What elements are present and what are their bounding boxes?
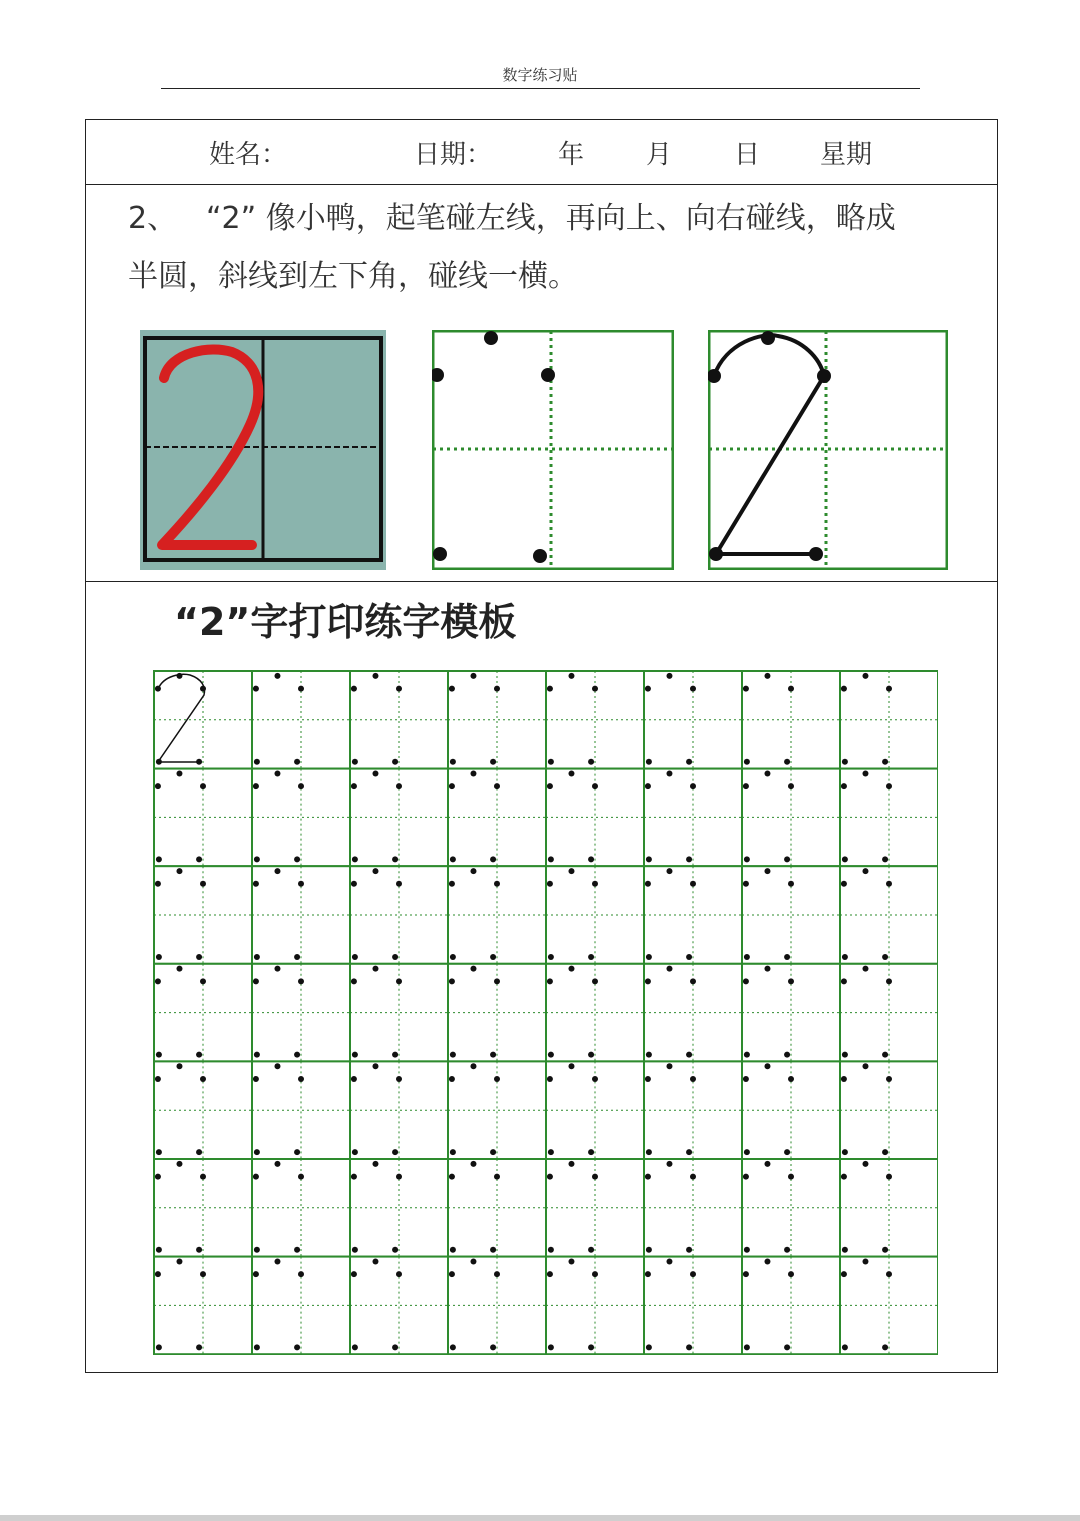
guide-dot [449,1076,455,1082]
guide-dot [298,783,304,789]
guide-dot [764,868,770,874]
day-label: 日 [734,140,761,170]
page-footer-bar [0,1515,1080,1521]
guide-dot [588,856,594,862]
guide-dot [392,759,398,765]
guide-dot [176,1063,182,1069]
guide-dot [842,1052,848,1058]
guide-dot [743,881,749,887]
guide-dot [396,1174,402,1180]
guide-dot [494,1174,500,1180]
guide-dot [842,954,848,960]
guide-dot [645,1174,651,1180]
guide-dot [886,1076,892,1082]
guide-dot [547,978,553,984]
page-header-title: 数字练习贴 [502,66,578,84]
guide-dot [449,783,455,789]
guide-dot [862,1161,868,1167]
guide-dot [294,1344,300,1350]
guide-dot [686,1149,692,1155]
guide-dot [392,856,398,862]
guide-dot [254,1149,260,1155]
guide-dot [156,1344,162,1350]
guide-dot [764,1063,770,1069]
guide-dot [548,856,554,862]
guide-dot [298,1271,304,1277]
guide-dot [862,770,868,776]
guide-dot [744,856,750,862]
practice-grid [152,669,938,1355]
guide-dot [690,978,696,984]
guide-dot [372,1161,378,1167]
guide-dot [470,1161,476,1167]
guide-dot [547,783,553,789]
guide-dot [744,1247,750,1253]
guide-dot [396,1076,402,1082]
guide-dot [490,1052,496,1058]
guide-dot [588,1247,594,1253]
guide-dot [842,759,848,765]
guide-dot [352,954,358,960]
guide-dot [352,856,358,862]
guide-dot [862,966,868,972]
guide-dot [396,783,402,789]
guide-dot [764,770,770,776]
guide-dot [645,1076,651,1082]
guide-dot [294,759,300,765]
guide-dot [351,783,357,789]
guide-dot [686,759,692,765]
guide-dot [666,1063,672,1069]
guide-dot [744,1149,750,1155]
guide-dot [686,954,692,960]
guide-dot [882,1344,888,1350]
guide-dot [592,978,598,984]
guide-dot [744,759,750,765]
guide-dot [156,1149,162,1155]
guide-dot [882,954,888,960]
guide-dot [396,1271,402,1277]
guide-dot [274,1063,280,1069]
guide-dot [646,1052,652,1058]
guide-dot [842,1344,848,1350]
guide-dot [274,770,280,776]
guide-dot [470,1258,476,1264]
guide-dot [298,978,304,984]
guide-dot [548,954,554,960]
guide-dot [690,881,696,887]
guide-dot [744,954,750,960]
guide-dot [882,759,888,765]
guide-dot [351,1076,357,1082]
guide-dot [592,1076,598,1082]
guide-dot [200,978,206,984]
guide-dot [392,1149,398,1155]
guide-dot [253,1076,259,1082]
guide-dot [882,1052,888,1058]
guide-dot [686,1344,692,1350]
guide-dot [200,783,206,789]
guide-dot [686,1052,692,1058]
guide-dot [588,1052,594,1058]
guide-dot [196,1052,202,1058]
guide-dot [788,686,794,692]
guide-dot [686,1247,692,1253]
guide-dot [743,783,749,789]
guide-dot [396,978,402,984]
guide-dot [490,759,496,765]
guide-dot [490,1247,496,1253]
guide-dot [744,1344,750,1350]
guide-dot [882,856,888,862]
guide-dot [298,686,304,692]
guide-dot [372,966,378,972]
guide-dot [645,686,651,692]
guide-dot [645,978,651,984]
guide-dot [666,966,672,972]
guide-dot [298,1174,304,1180]
guide-dot [156,954,162,960]
guide-dot [449,1271,455,1277]
guide-dot [396,881,402,887]
guide-dot [450,1149,456,1155]
guide-dot [886,881,892,887]
guide-dot [274,966,280,972]
guide-dot [294,954,300,960]
guide-dot [548,1247,554,1253]
guide-dot [588,1149,594,1155]
guide-dot [764,966,770,972]
guide-dot [470,770,476,776]
guide-dot [646,1149,652,1155]
worksheet [85,119,998,1373]
guide-dot [690,1271,696,1277]
guide-dot [841,783,847,789]
guide-dot [592,686,598,692]
guide-dot [568,1063,574,1069]
guide-dot [253,783,259,789]
guide-dot [450,1052,456,1058]
guide-dot [200,1174,206,1180]
guide-dot [200,881,206,887]
guide-dot [450,1247,456,1253]
guide-dot [372,868,378,874]
guide-dot [842,856,848,862]
guide-dot [254,1247,260,1253]
guide-dot [886,1271,892,1277]
guide-dot [784,1344,790,1350]
guide-dot [155,881,161,887]
guide-dot [294,1052,300,1058]
guide-dot [494,1076,500,1082]
guide-dot [862,1258,868,1264]
guide-dot [841,1271,847,1277]
guide-dot [788,783,794,789]
guide-dot [743,1174,749,1180]
guide-dot [450,1344,456,1350]
guide-dot [547,1271,553,1277]
guide-dot [784,954,790,960]
guide-dot [490,856,496,862]
guide-dot [788,1271,794,1277]
guide-dot [253,978,259,984]
guide-dot [744,1052,750,1058]
demo-red-digit-box [140,330,386,570]
guide-dot [450,856,456,862]
guide-dot [645,1271,651,1277]
guide-dot [886,686,892,692]
guide-dot [253,881,259,887]
guide-dot [666,868,672,874]
weekday-label: 星期 [820,140,873,170]
guide-dot [646,1344,652,1350]
guide-dot [690,1174,696,1180]
guide-dot [176,966,182,972]
guide-dot [298,1076,304,1082]
lesson-instruction [128,190,968,306]
guide-dot [548,1149,554,1155]
guide-dot [841,978,847,984]
guide-dot [743,1271,749,1277]
guide-dot [645,881,651,887]
guide-dot [588,1344,594,1350]
guide-dot [155,978,161,984]
guide-dot [254,856,260,862]
guide-dot [788,1174,794,1180]
guide-dot [788,978,794,984]
guide-dot [646,856,652,862]
guide-dot [449,978,455,984]
guide-dot [764,673,770,679]
guide-dot [784,1149,790,1155]
guide-dot [490,1149,496,1155]
guide-dot [548,1052,554,1058]
guide-dot [686,856,692,862]
guide-dot [547,881,553,887]
guide-dot [494,686,500,692]
guide-dot [646,759,652,765]
guide-dot [743,978,749,984]
guide-dot [254,954,260,960]
guide-dot [176,1161,182,1167]
guide-dot [470,966,476,972]
guide-dot [450,954,456,960]
guide-dot [666,1258,672,1264]
guide-dot [841,1174,847,1180]
guide-dot [392,954,398,960]
guide-dot [396,686,402,692]
guide-dot [176,770,182,776]
guide-dot [886,1174,892,1180]
guide-dot [645,783,651,789]
lesson-line-2: 半圆，斜线到左下角，碰线一横。 [128,259,578,294]
guide-dot [392,1344,398,1350]
guide-dot [156,1247,162,1253]
guide-dot [372,1258,378,1264]
guide-dot [592,881,598,887]
guide-dot [196,856,202,862]
guide-dot [547,686,553,692]
name-label: 姓名： [209,140,288,170]
guide-dot [196,1149,202,1155]
guide-dot [862,1063,868,1069]
guide-dot [156,856,162,862]
guide-dot [253,686,259,692]
guide-dot [646,954,652,960]
template-title: “2”字打印练字模板 [174,600,517,644]
info-row [86,120,997,185]
guide-dot [690,1076,696,1082]
guide-dot [196,1247,202,1253]
guide-dot [568,966,574,972]
demo-dot-guide-box [432,330,674,570]
guide-dot [253,1271,259,1277]
guide-dot [155,1174,161,1180]
lesson-number: 2、 [128,201,178,236]
guide-dot [253,1174,259,1180]
guide-dot [592,783,598,789]
guide-dot [666,673,672,679]
guide-dot [200,1076,206,1082]
guide-dot [862,868,868,874]
guide-dot [155,1076,161,1082]
guide-dot [494,1271,500,1277]
guide-dot [743,686,749,692]
guide-dot [592,1271,598,1277]
guide-dot [592,1174,598,1180]
guide-dot [156,1052,162,1058]
guide-dot [666,770,672,776]
guide-dot [568,1258,574,1264]
guide-dot [841,686,847,692]
guide-dot [886,978,892,984]
guide-dot [882,1149,888,1155]
guide-dot [352,1052,358,1058]
guide-dot [788,1076,794,1082]
guide-dot [351,978,357,984]
guide-dot [470,673,476,679]
guide-dot [351,686,357,692]
lesson-section [86,184,997,582]
guide-dot [690,686,696,692]
guide-dot [450,759,456,765]
year-label: 年 [558,140,585,170]
guide-dot [352,1247,358,1253]
guide-dot [841,1076,847,1082]
guide-dot [842,1149,848,1155]
guide-dot [352,759,358,765]
guide-dot [351,1271,357,1277]
guide-dot [490,954,496,960]
month-label: 月 [646,140,673,170]
guide-dot [155,1271,161,1277]
guide-dot [588,759,594,765]
guide-dot [449,881,455,887]
guide-dot [372,673,378,679]
guide-dot [372,1063,378,1069]
guide-dot [784,856,790,862]
guide-dot [352,1149,358,1155]
guide-dot [547,1174,553,1180]
guide-dot [294,856,300,862]
guide-dot [862,673,868,679]
guide-dot [886,783,892,789]
guide-dot [274,1161,280,1167]
guide-dot [568,868,574,874]
guide-dot [784,1052,790,1058]
guide-dot [841,881,847,887]
date-label: 日期： [414,140,493,170]
guide-dot [155,783,161,789]
guide-dot [784,759,790,765]
guide-dot [568,673,574,679]
guide-dot [392,1247,398,1253]
guide-dot [274,868,280,874]
guide-dot [298,881,304,887]
template-section [86,581,997,1371]
guide-dot [176,1258,182,1264]
header-rule [161,88,920,89]
guide-dot [548,1344,554,1350]
guide-dot [588,954,594,960]
guide-dot [200,1271,206,1277]
guide-dot [568,770,574,776]
guide-dot [254,1052,260,1058]
guide-dot [494,881,500,887]
guide-dot [254,1344,260,1350]
guide-dot [842,1247,848,1253]
guide-dot [646,1247,652,1253]
guide-dot [449,686,455,692]
guide-dot [176,868,182,874]
guide-dot [294,1149,300,1155]
guide-dot [274,673,280,679]
guide-dot [294,1247,300,1253]
guide-dot [274,1258,280,1264]
guide-dot [470,868,476,874]
guide-dot [449,1174,455,1180]
guide-dot [351,1174,357,1180]
guide-dot [196,1344,202,1350]
lesson-line-1: “2” 像小鸭，起笔碰左线，再向上、向右碰线，略成 [206,201,896,236]
guide-dot [764,1258,770,1264]
guide-dot [351,881,357,887]
guide-dot [788,881,794,887]
demo-stroke-guide-box [708,330,948,570]
guide-dot [196,954,202,960]
guide-dot [548,759,554,765]
guide-dot [490,1344,496,1350]
guide-dot [882,1247,888,1253]
guide-dot [568,1161,574,1167]
guide-dot [690,783,696,789]
guide-dot [470,1063,476,1069]
guide-dot [352,1344,358,1350]
guide-dot [743,1076,749,1082]
guide-dot [392,1052,398,1058]
guide-dot [494,978,500,984]
guide-dot [494,783,500,789]
guide-dot [254,759,260,765]
guide-dot [547,1076,553,1082]
guide-dot [666,1161,672,1167]
guide-dot [372,770,378,776]
guide-dot [784,1247,790,1253]
guide-dot [764,1161,770,1167]
